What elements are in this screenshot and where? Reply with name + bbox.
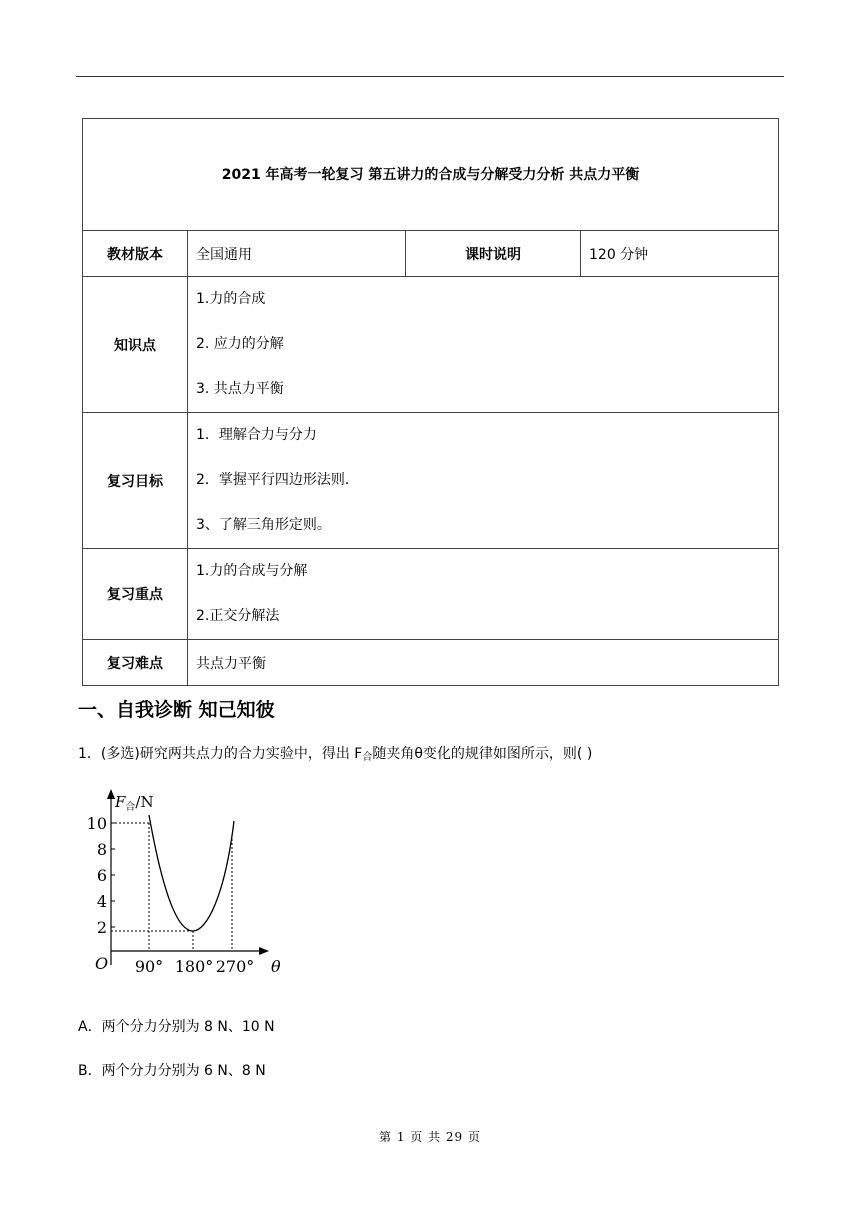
x-tick-label: 180° [174,957,214,976]
goal-item: 3、了解三角形定则。 [196,517,331,533]
focus-list [188,549,779,640]
x-axis-label: θ [271,957,281,976]
focus-label: 复习重点 [83,549,188,640]
y-axis-label-unit: /N [135,793,154,811]
knowledge-list [188,277,779,413]
x-tick-label: 270° [215,957,255,976]
edition-value: 全国通用 [188,231,406,277]
y-tick-label: 6 [96,866,107,885]
y-axis-arrow-icon [107,789,115,799]
knowledge-item: 3. 共点力平衡 [196,381,284,397]
y-tick-label: 2 [96,918,107,937]
lesson-info-table [82,118,779,686]
goals-label: 复习目标 [83,413,188,549]
page-footer: 第 1 页 共 29 页 [379,1130,481,1144]
period-value: 120 分钟 [581,231,779,277]
y-tick-label: 10 [86,814,107,833]
section-heading: 一、自我诊断 知己知彼 [78,699,275,721]
difficulty-value: 共点力平衡 [188,640,779,686]
difficulty-label: 复习难点 [83,640,188,686]
origin-label: O [95,954,109,973]
question-suffix: 随夹角θ变化的规律如图所示，则( ) [372,746,593,762]
y-axis-label-sub: 合 [125,802,136,813]
document-title: 2021 年高考一轮复习 第五讲力的合成与分解受力分析 共点力平衡 [83,119,779,231]
x-axis-arrow-icon [259,947,269,955]
focus-item: 2.正交分解法 [196,608,280,624]
knowledge-item: 2. 应力的分解 [196,336,284,352]
focus-item: 1.力的合成与分解 [196,563,308,579]
goal-item: 1．理解合力与分力 [196,427,317,443]
option-b: B．两个分力分别为 6 N、8 N [78,1063,266,1079]
option-a: A．两个分力分别为 8 N、10 N [78,1019,275,1035]
force-angle-graph [85,785,285,980]
goal-item: 2．掌握平行四边形法则． [196,472,359,488]
header-rule [76,76,784,77]
question-1 [78,743,592,763]
y-axis-label: $F_合/N$ [115,793,154,813]
x-tick-label: 90° [134,957,164,976]
knowledge-label: 知识点 [83,277,188,413]
question-subscript: 合 [362,752,373,763]
question-prefix: 1．(多选)研究两共点力的合力实验中，得出 F [78,746,363,762]
force-curve [149,815,234,931]
edition-label: 教材版本 [83,231,188,277]
y-tick-label: 8 [96,840,107,859]
knowledge-item: 1.力的合成 [196,291,266,307]
period-label: 课时说明 [406,231,581,277]
y-tick-label: 4 [96,892,107,911]
goals-list [188,413,779,549]
